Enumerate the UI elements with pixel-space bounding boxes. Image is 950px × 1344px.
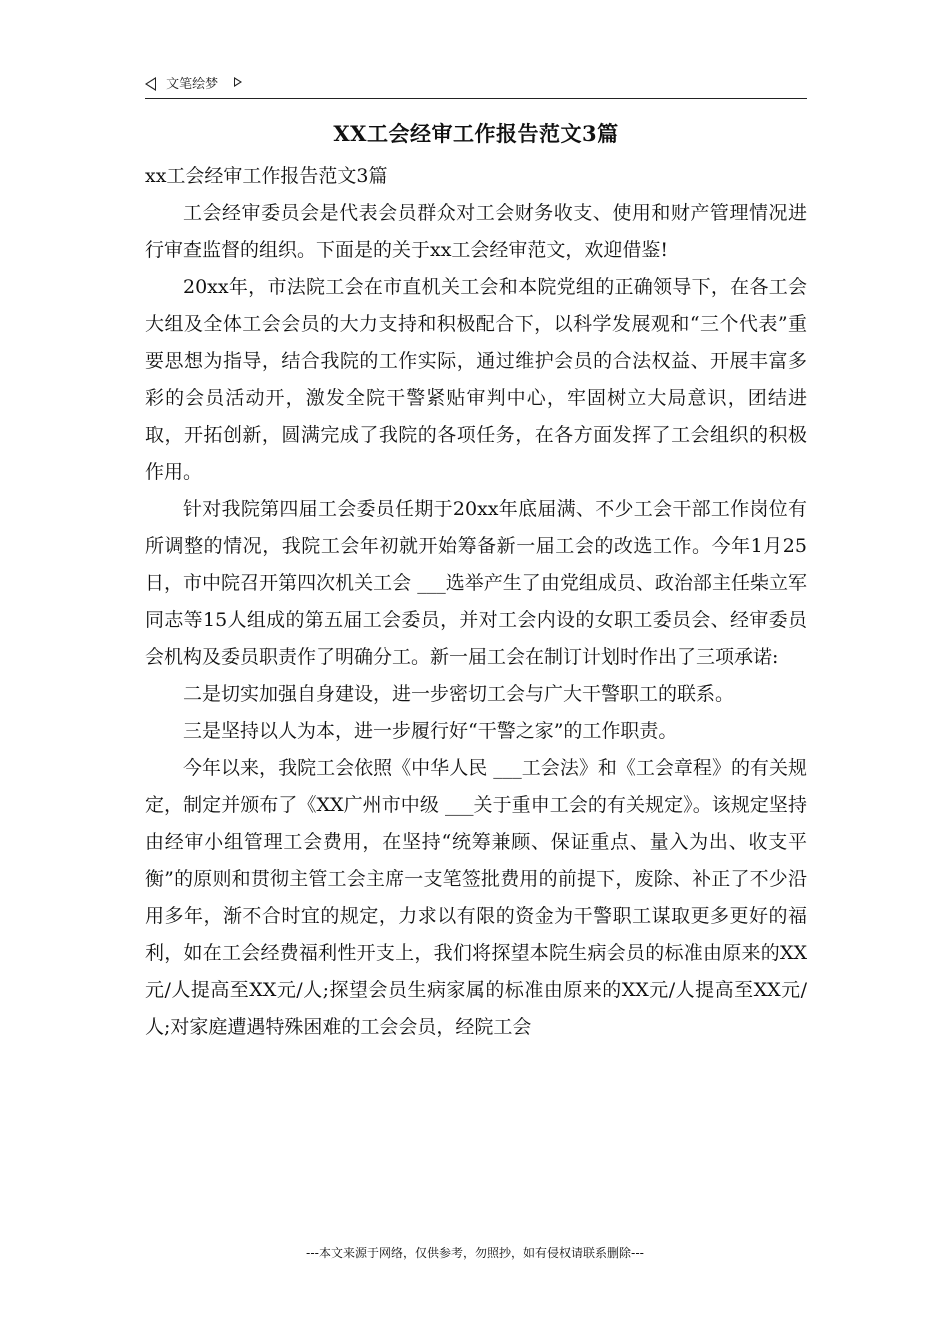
- body-paragraph: 今年以来，我院工会依照《中华人民 ___工会法》和《工会章程》的有关规定，制定并颁布了《XX广州市中级 ___关于重申工会的有关规定》。该规定坚持由经审小组管理工会费用，在坚持“统筹兼顾、保证重点、量入为出、收支平衡”的原则和贯彻主管工会主席一支笔签批费用的前提下，废除、补正了不少沿用多年，渐不合时宜的规定，力求以有限的资金为干警职工谋取更多更好的福利，如在工会经费福利性开支上，我们将探望本院生病会员的标准由原来的XX元/人提高至XX元/人;探望会员生病家属的标准由原来的XX元/人提高至XX元/人;对家庭遭遇特殊困难的工会会员，经院工会: [145, 757, 807, 1038]
- body-paragraph: 工会经审委员会是代表会员群众对工会财务收支、使用和财产管理情况进行审查监督的组织。下面是的关于xx工会经审范文，欢迎借鉴!: [145, 202, 807, 261]
- document-title: XX工会经审工作报告范文3篇: [333, 121, 619, 146]
- body-paragraph: 针对我院第四届工会委员任期于20xx年底届满、不少工会干部工作岗位有所调整的情况，我院工会年初就开始筹备新一届工会的改选工作。今年1月25日，市中院召开第四次机关工会 ___选举产生了由党组成员、政治部主任柴立军同志等15人组成的第五届工会委员，并对工会内设的女职工委员会、经审委员会机构及委员职责作了明确分工。新一届工会在制订计划时作出了三项承诺:: [145, 498, 807, 668]
- page-header: [145, 74, 807, 99]
- header-brand: 文笔绘梦: [166, 77, 219, 92]
- body-paragraph: 三是坚持以人为本，进一步履行好“干警之家”的工作职责。: [183, 720, 678, 742]
- page-footer: ---本文来源于网络，仅供参考，勿照抄，如有侵权请联系删除---: [306, 1246, 644, 1260]
- body-paragraph: 20xx年，市法院工会在市直机关工会和本院党组的正确领导下，在各工会大组及全体工会会员的大力支持和积极配合下，以科学发展观和“三个代表”重要思想为指导，结合我院的工作实际，通过维护会员的合法权益、开展丰富多彩的会员活动开，激发全院干警紧贴审判中心，牢固树立大局意识，团结进取，开拓创新，圆满完成了我院的各项任务，在各方面发挥了工会组织的积极作用。: [145, 276, 807, 483]
- document-body: [145, 158, 807, 1046]
- right-triangle-icon: [234, 77, 242, 87]
- subtitle-paragraph: xx工会经审工作报告范文3篇: [145, 165, 388, 187]
- body-paragraph: 二是切实加强自身建设，进一步密切工会与广大干警职工的联系。: [183, 683, 735, 705]
- left-triangle-icon: [145, 77, 156, 91]
